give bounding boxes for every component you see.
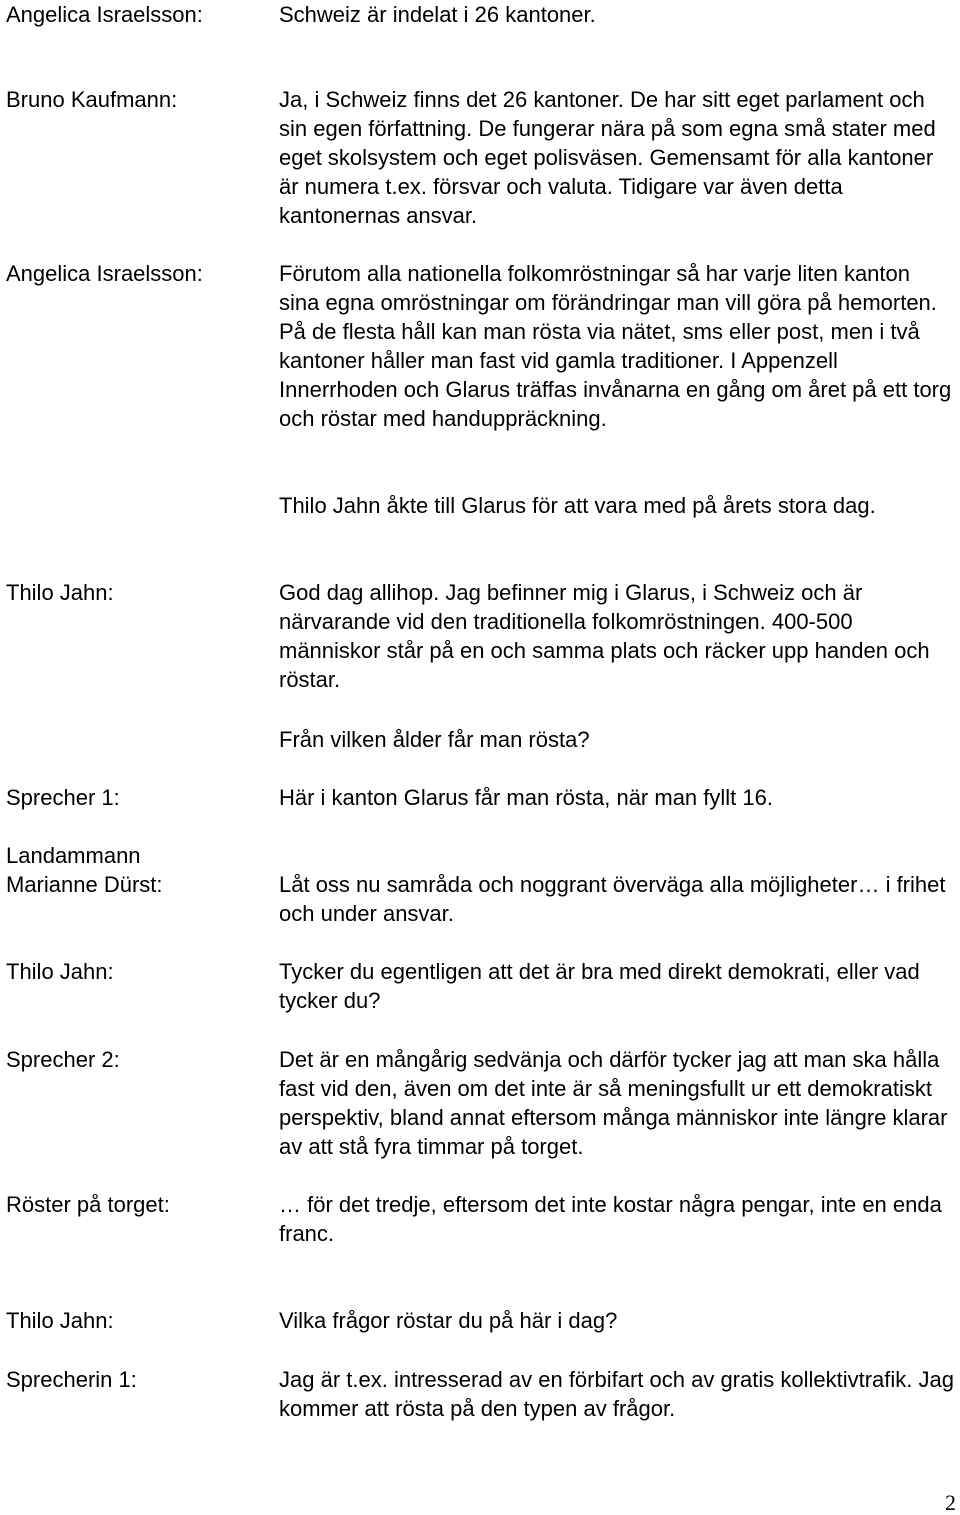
- utterance-text: Schweiz är indelat i 26 kantoner.: [279, 2, 596, 27]
- utterance-text: Förutom alla nationella folkomröstningar så har varje liten kanton sina egna omröstningar om förändringar man vill göra på hemorten. På de flesta håll kan man rösta via nätet, sms eller post, men i två kantoner håller man fast vid gamla traditioner. I Appenzell Innerrhoden och Glarus träffas invånarna en gång om året på ett torg och röstar med handuppräckning.: [279, 261, 952, 431]
- speaker-label: Angelica Israelsson:: [6, 2, 203, 27]
- speaker-label: Thilo Jahn:: [6, 959, 114, 984]
- speaker-label: Landammann Marianne Dürst:: [6, 843, 163, 897]
- speaker-label: Thilo Jahn:: [6, 580, 114, 605]
- page-number: 2: [945, 1490, 956, 1515]
- utterance-text: Jag är t.ex. intresserad av en förbifart och av gratis kollektivtrafik. Jag kommer att rösta på den typen av frågor.: [279, 1367, 954, 1421]
- speaker-label: Röster på torget:: [6, 1192, 170, 1217]
- speaker-label: Thilo Jahn:: [6, 1308, 114, 1333]
- utterance-text: Från vilken ålder får man rösta?: [279, 727, 590, 752]
- utterance-text: Ja, i Schweiz finns det 26 kantoner. De har sitt eget parlament och sin egen författning. De fungerar nära på som egna små stater med eget skolsystem och eget polisväsen. Gemensamt för alla kantoner är numera t.ex. försvar och valuta. Tidigare var även detta kantonernas ansvar.: [279, 87, 936, 228]
- utterance-text: Det är en mångårig sedvänja och därför tycker jag att man ska hålla fast vid den, även om det inte är så meningsfullt ur ett demokratiskt perspektiv, bland annat eftersom många människor inte längre klarar av att stå fyra timmar på torget.: [279, 1047, 948, 1159]
- utterance-text: Låt oss nu samråda och noggrant överväga alla möjligheter… i frihet och under ansvar.: [279, 872, 946, 926]
- speaker-label: Angelica Israelsson:: [6, 261, 203, 286]
- utterance-text: Här i kanton Glarus får man rösta, när man fyllt 16.: [279, 785, 773, 810]
- speaker-label: Bruno Kaufmann:: [6, 87, 178, 112]
- utterance-text: Tycker du egentligen att det är bra med direkt demokrati, eller vad tycker du?: [279, 959, 920, 1013]
- utterance-text: … för det tredje, eftersom det inte kostar några pengar, inte en enda franc.: [279, 1192, 942, 1246]
- utterance-text: Thilo Jahn åkte till Glarus för att vara med på årets stora dag.: [279, 493, 876, 518]
- speaker-label: Sprecher 1:: [6, 785, 120, 810]
- speaker-label: Sprecher 2:: [6, 1047, 120, 1072]
- utterance-text: Vilka frågor röstar du på här i dag?: [279, 1308, 618, 1333]
- utterance-text: God dag allihop. Jag befinner mig i Glarus, i Schweiz och är närvarande vid den traditionella folkomröstningen. 400-500 människor står på en och samma plats och räcker upp handen och röstar.: [279, 580, 930, 692]
- speaker-label: Sprecherin 1:: [6, 1367, 137, 1392]
